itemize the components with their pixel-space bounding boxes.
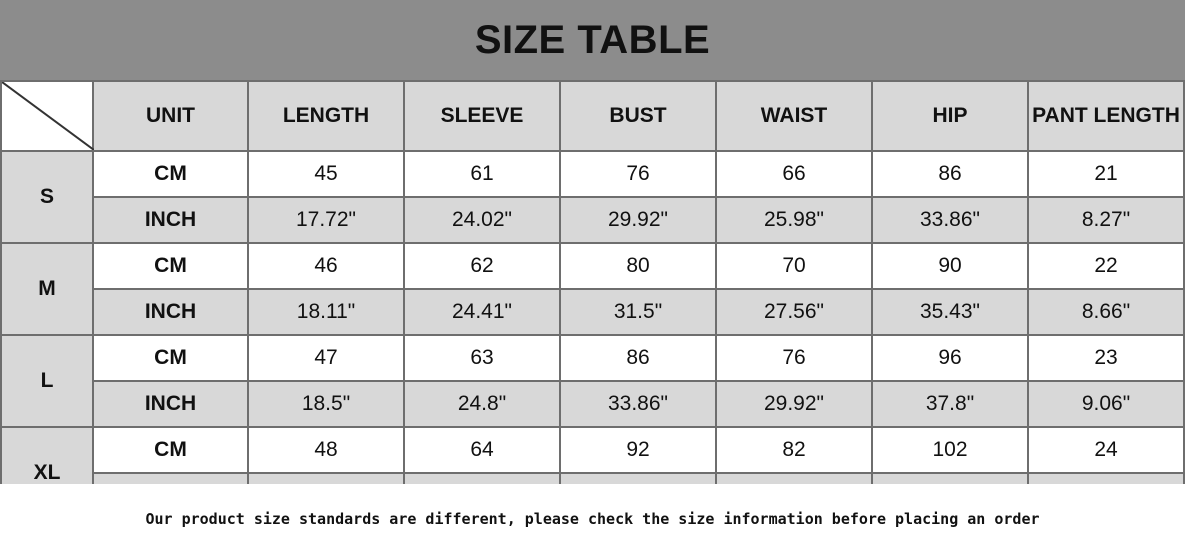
size-label-s: S bbox=[1, 151, 93, 243]
corner-diagonal-cell bbox=[1, 81, 93, 151]
cell-m-cm-bust: 80 bbox=[560, 243, 716, 289]
table-row bbox=[1, 197, 1184, 243]
cell-s-cm-length: 45 bbox=[248, 151, 404, 197]
table-row bbox=[1, 335, 1184, 381]
page-title: SIZE TABLE bbox=[474, 17, 711, 62]
cell-l-inch-pant-length: 9.06" bbox=[1028, 381, 1184, 427]
cell-s-inch-hip: 33.86" bbox=[872, 197, 1028, 243]
size-label-m: M bbox=[1, 243, 93, 335]
cell-l-cm-pant-length: 23 bbox=[1028, 335, 1184, 381]
cell-l-cm-waist: 76 bbox=[716, 335, 872, 381]
cell-m-cm-hip: 90 bbox=[872, 243, 1028, 289]
cell-l-cm-length: 47 bbox=[248, 335, 404, 381]
cell-xl-cm-hip: 102 bbox=[872, 427, 1028, 473]
cell-l-inch-hip: 37.8" bbox=[872, 381, 1028, 427]
cell-s-inch-waist: 25.98" bbox=[716, 197, 872, 243]
cell-s-cm-pant-length: 21 bbox=[1028, 151, 1184, 197]
header-hip: HIP bbox=[872, 81, 1028, 151]
cell-xl-cm-sleeve: 64 bbox=[404, 427, 560, 473]
cell-s-cm-hip: 86 bbox=[872, 151, 1028, 197]
unit-label-cm: CM bbox=[93, 243, 248, 289]
cell-m-inch-length: 18.11" bbox=[248, 289, 404, 335]
cell-l-inch-waist: 29.92" bbox=[716, 381, 872, 427]
cell-m-cm-pant-length: 22 bbox=[1028, 243, 1184, 289]
table-row bbox=[1, 243, 1184, 289]
cell-s-cm-bust: 76 bbox=[560, 151, 716, 197]
table-row bbox=[1, 427, 1184, 473]
unit-label-cm: CM bbox=[93, 151, 248, 197]
cell-xl-cm-pant-length: 24 bbox=[1028, 427, 1184, 473]
cell-m-inch-hip: 35.43" bbox=[872, 289, 1028, 335]
cell-s-inch-bust: 29.92" bbox=[560, 197, 716, 243]
cell-m-inch-waist: 27.56" bbox=[716, 289, 872, 335]
cell-l-inch-sleeve: 24.8" bbox=[404, 381, 560, 427]
header-waist: WAIST bbox=[716, 81, 872, 151]
table-row bbox=[1, 151, 1184, 197]
unit-label-inch: INCH bbox=[93, 381, 248, 427]
cell-xl-cm-length: 48 bbox=[248, 427, 404, 473]
cell-xl-cm-waist: 82 bbox=[716, 427, 872, 473]
table-header-row bbox=[1, 81, 1184, 151]
cell-s-cm-waist: 66 bbox=[716, 151, 872, 197]
cell-s-inch-sleeve: 24.02" bbox=[404, 197, 560, 243]
header-sleeve: SLEEVE bbox=[404, 81, 560, 151]
cell-l-cm-bust: 86 bbox=[560, 335, 716, 381]
diagonal-line-icon bbox=[2, 82, 94, 150]
footer-note: Our product size standards are different, please check the size information before placing an order bbox=[0, 484, 1185, 554]
header-bust: BUST bbox=[560, 81, 716, 151]
size-label-xl: XL bbox=[1, 427, 93, 519]
cell-m-cm-sleeve: 62 bbox=[404, 243, 560, 289]
size-label-l: L bbox=[1, 335, 93, 427]
unit-label-cm: CM bbox=[93, 335, 248, 381]
cell-l-inch-bust: 33.86" bbox=[560, 381, 716, 427]
table-row bbox=[1, 381, 1184, 427]
cell-m-inch-pant-length: 8.66" bbox=[1028, 289, 1184, 335]
cell-s-cm-sleeve: 61 bbox=[404, 151, 560, 197]
cell-m-cm-waist: 70 bbox=[716, 243, 872, 289]
unit-label-inch: INCH bbox=[93, 197, 248, 243]
unit-label-inch: INCH bbox=[93, 289, 248, 335]
cell-m-inch-bust: 31.5" bbox=[560, 289, 716, 335]
table-row bbox=[1, 289, 1184, 335]
header-length: LENGTH bbox=[248, 81, 404, 151]
cell-l-cm-sleeve: 63 bbox=[404, 335, 560, 381]
header-unit: UNIT bbox=[93, 81, 248, 151]
cell-m-inch-sleeve: 24.41" bbox=[404, 289, 560, 335]
size-table bbox=[0, 80, 1185, 520]
cell-l-cm-hip: 96 bbox=[872, 335, 1028, 381]
unit-label-cm: CM bbox=[93, 427, 248, 473]
cell-s-inch-length: 17.72" bbox=[248, 197, 404, 243]
cell-m-cm-length: 46 bbox=[248, 243, 404, 289]
cell-s-inch-pant-length: 8.27" bbox=[1028, 197, 1184, 243]
cell-xl-cm-bust: 92 bbox=[560, 427, 716, 473]
cell-l-inch-length: 18.5" bbox=[248, 381, 404, 427]
header-pant-length: PANT LENGTH bbox=[1028, 81, 1184, 151]
